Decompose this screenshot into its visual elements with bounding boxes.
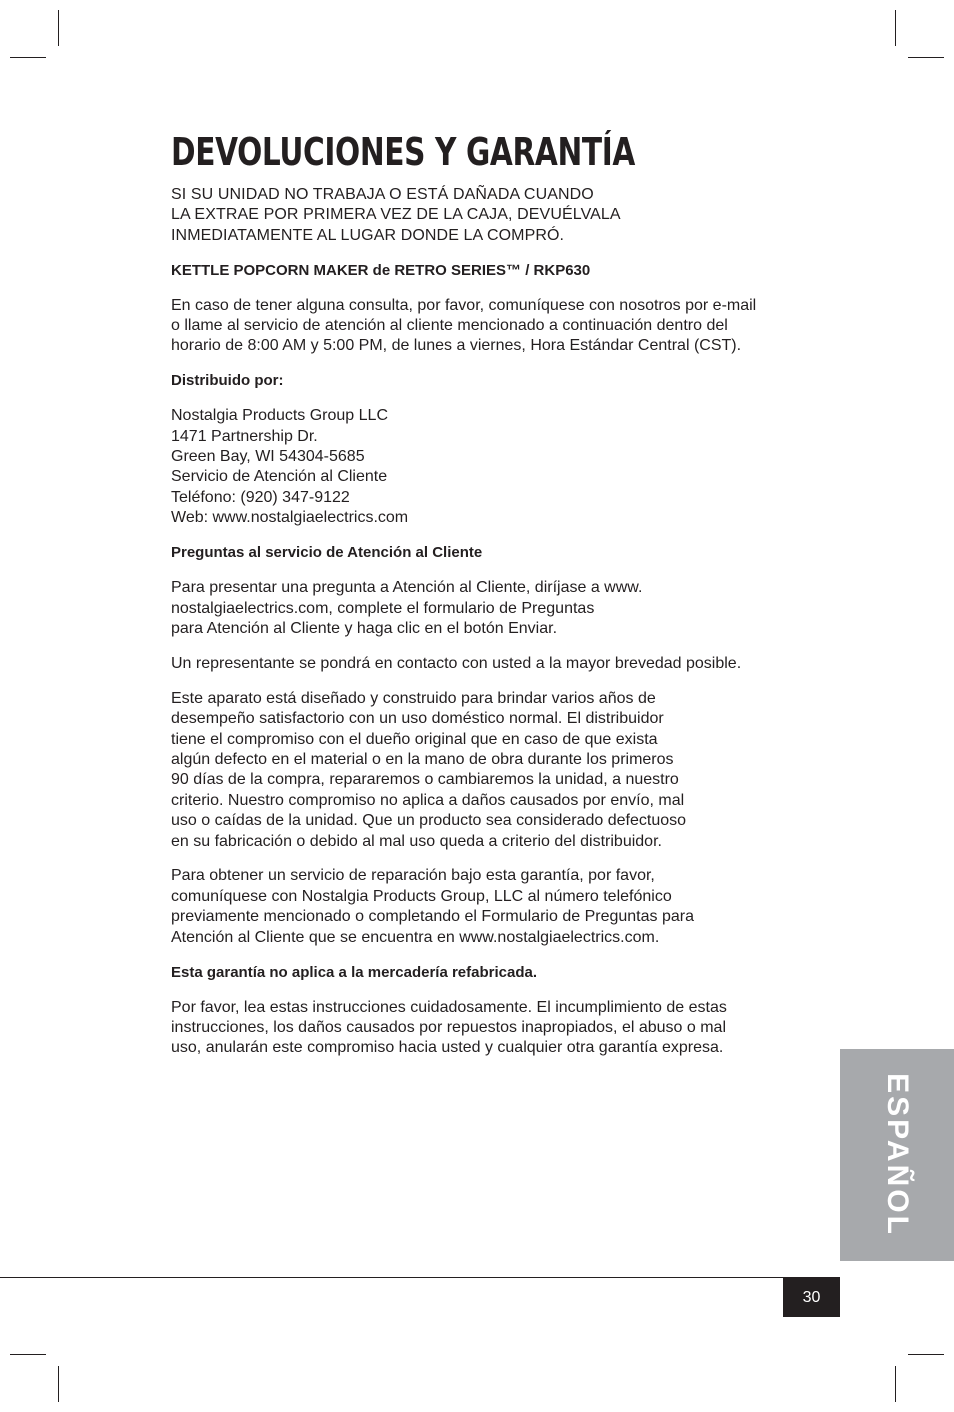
crop-mark-bottom-left-horizontal — [10, 1354, 46, 1355]
address-block — [171, 406, 831, 528]
page-number: 30 — [783, 1278, 840, 1317]
distributed-heading: Distribuido por: — [171, 372, 284, 390]
address-line: Web: www.nostalgiaelectrics.com — [171, 509, 409, 527]
representative-paragraph: Un representante se pondrá en contacto con usted a la mayor brevedad posible. — [171, 654, 742, 672]
crop-mark-bottom-right-vertical — [895, 1366, 896, 1402]
address-line: Teléfono: (920) 347-9122 — [171, 488, 350, 506]
questions-paragraph: Para presentar una pregunta a Atención al Cliente, diríjase a www. nostalgiaelectrics.com, complete el formulario de Preguntas para Atención al Cliente y haga clic en el botón Enviar. — [171, 579, 643, 637]
intro-caps-paragraph: SI SU UNIDAD NO TRABAJA O ESTÁ DAÑADA CUANDO LA EXTRAE POR PRIMERA VEZ DE LA CAJA, DEVUÉLVALA INMEDIATAMENTE AL LUGAR DONDE LA COMPRÓ. — [171, 186, 621, 244]
address-line: Green Bay, WI 54304-5685 — [171, 448, 365, 466]
closing-paragraph: Por favor, lea estas instrucciones cuidadosamente. El incumplimiento de estas instrucciones, los daños causados por repuestos inapropiados, el abuso o mal uso, anularán este compromiso hacia usted y cualquier otra garantía expresa. — [171, 998, 727, 1057]
address-line: Servicio de Atención al Cliente — [171, 468, 388, 486]
crop-mark-top-right-vertical — [895, 10, 896, 46]
contact-paragraph: En caso de tener alguna consulta, por favor, comuníquese con nosotros por e-mail o llame al servicio de atención al cliente mencionado a continuación dentro del horario de 8:00 AM y 5:00 PM, de lunes a viernes, Hora Estándar Central (CST). — [171, 296, 757, 355]
crop-mark-top-left-horizontal — [10, 57, 46, 58]
crop-mark-bottom-right-horizontal — [908, 1354, 944, 1355]
repair-paragraph: Para obtener un servicio de reparación bajo esta garantía, por favor, comuníquese con Nostalgia Products Group, LLC al número telefónico previamente mencionado o completando el Formulario de Preguntas para Atención al Cliente que se encuentra en www.nostalgiaelectrics.com. — [171, 867, 694, 946]
language-side-tab — [840, 1049, 954, 1261]
warranty-paragraph: Este aparato está diseñado y construido para brindar varios años de desempeño satisfactorio con un uso doméstico normal. El distribuidor tiene el compromiso con el dueño original que en caso de que exista algún defecto en el material o en la mano de obra durante los primeros 90 días de la compra, repararemos o cambiaremos la unidad, a nuestro criterio. Nuestro compromiso no aplica a daños causados por envío, mal uso o caídas de la unidad. Que un producto sea considerado defectuoso en su fabricación o debido al mal uso queda a criterio del distribuidor. — [171, 689, 687, 850]
language-label: ESPAÑOL — [881, 1073, 914, 1237]
questions-heading: Preguntas al servicio de Atención al Cliente — [171, 544, 483, 562]
address-line: 1471 Partnership Dr. — [171, 427, 318, 445]
refurbished-heading: Esta garantía no aplica a la mercadería refabricada. — [171, 963, 538, 981]
crop-mark-top-left-vertical — [58, 10, 59, 46]
footer-divider — [0, 1277, 840, 1278]
page-title: DEVOLUCIONES Y GARANTÍA — [171, 130, 635, 174]
page-content — [171, 185, 831, 1073]
address-line: Nostalgia Products Group LLC — [171, 407, 388, 425]
crop-mark-bottom-left-vertical — [58, 1366, 59, 1402]
crop-mark-top-right-horizontal — [908, 57, 944, 58]
product-heading: KETTLE POPCORN MAKER de RETRO SERIES™ / RKP630 — [171, 261, 591, 279]
